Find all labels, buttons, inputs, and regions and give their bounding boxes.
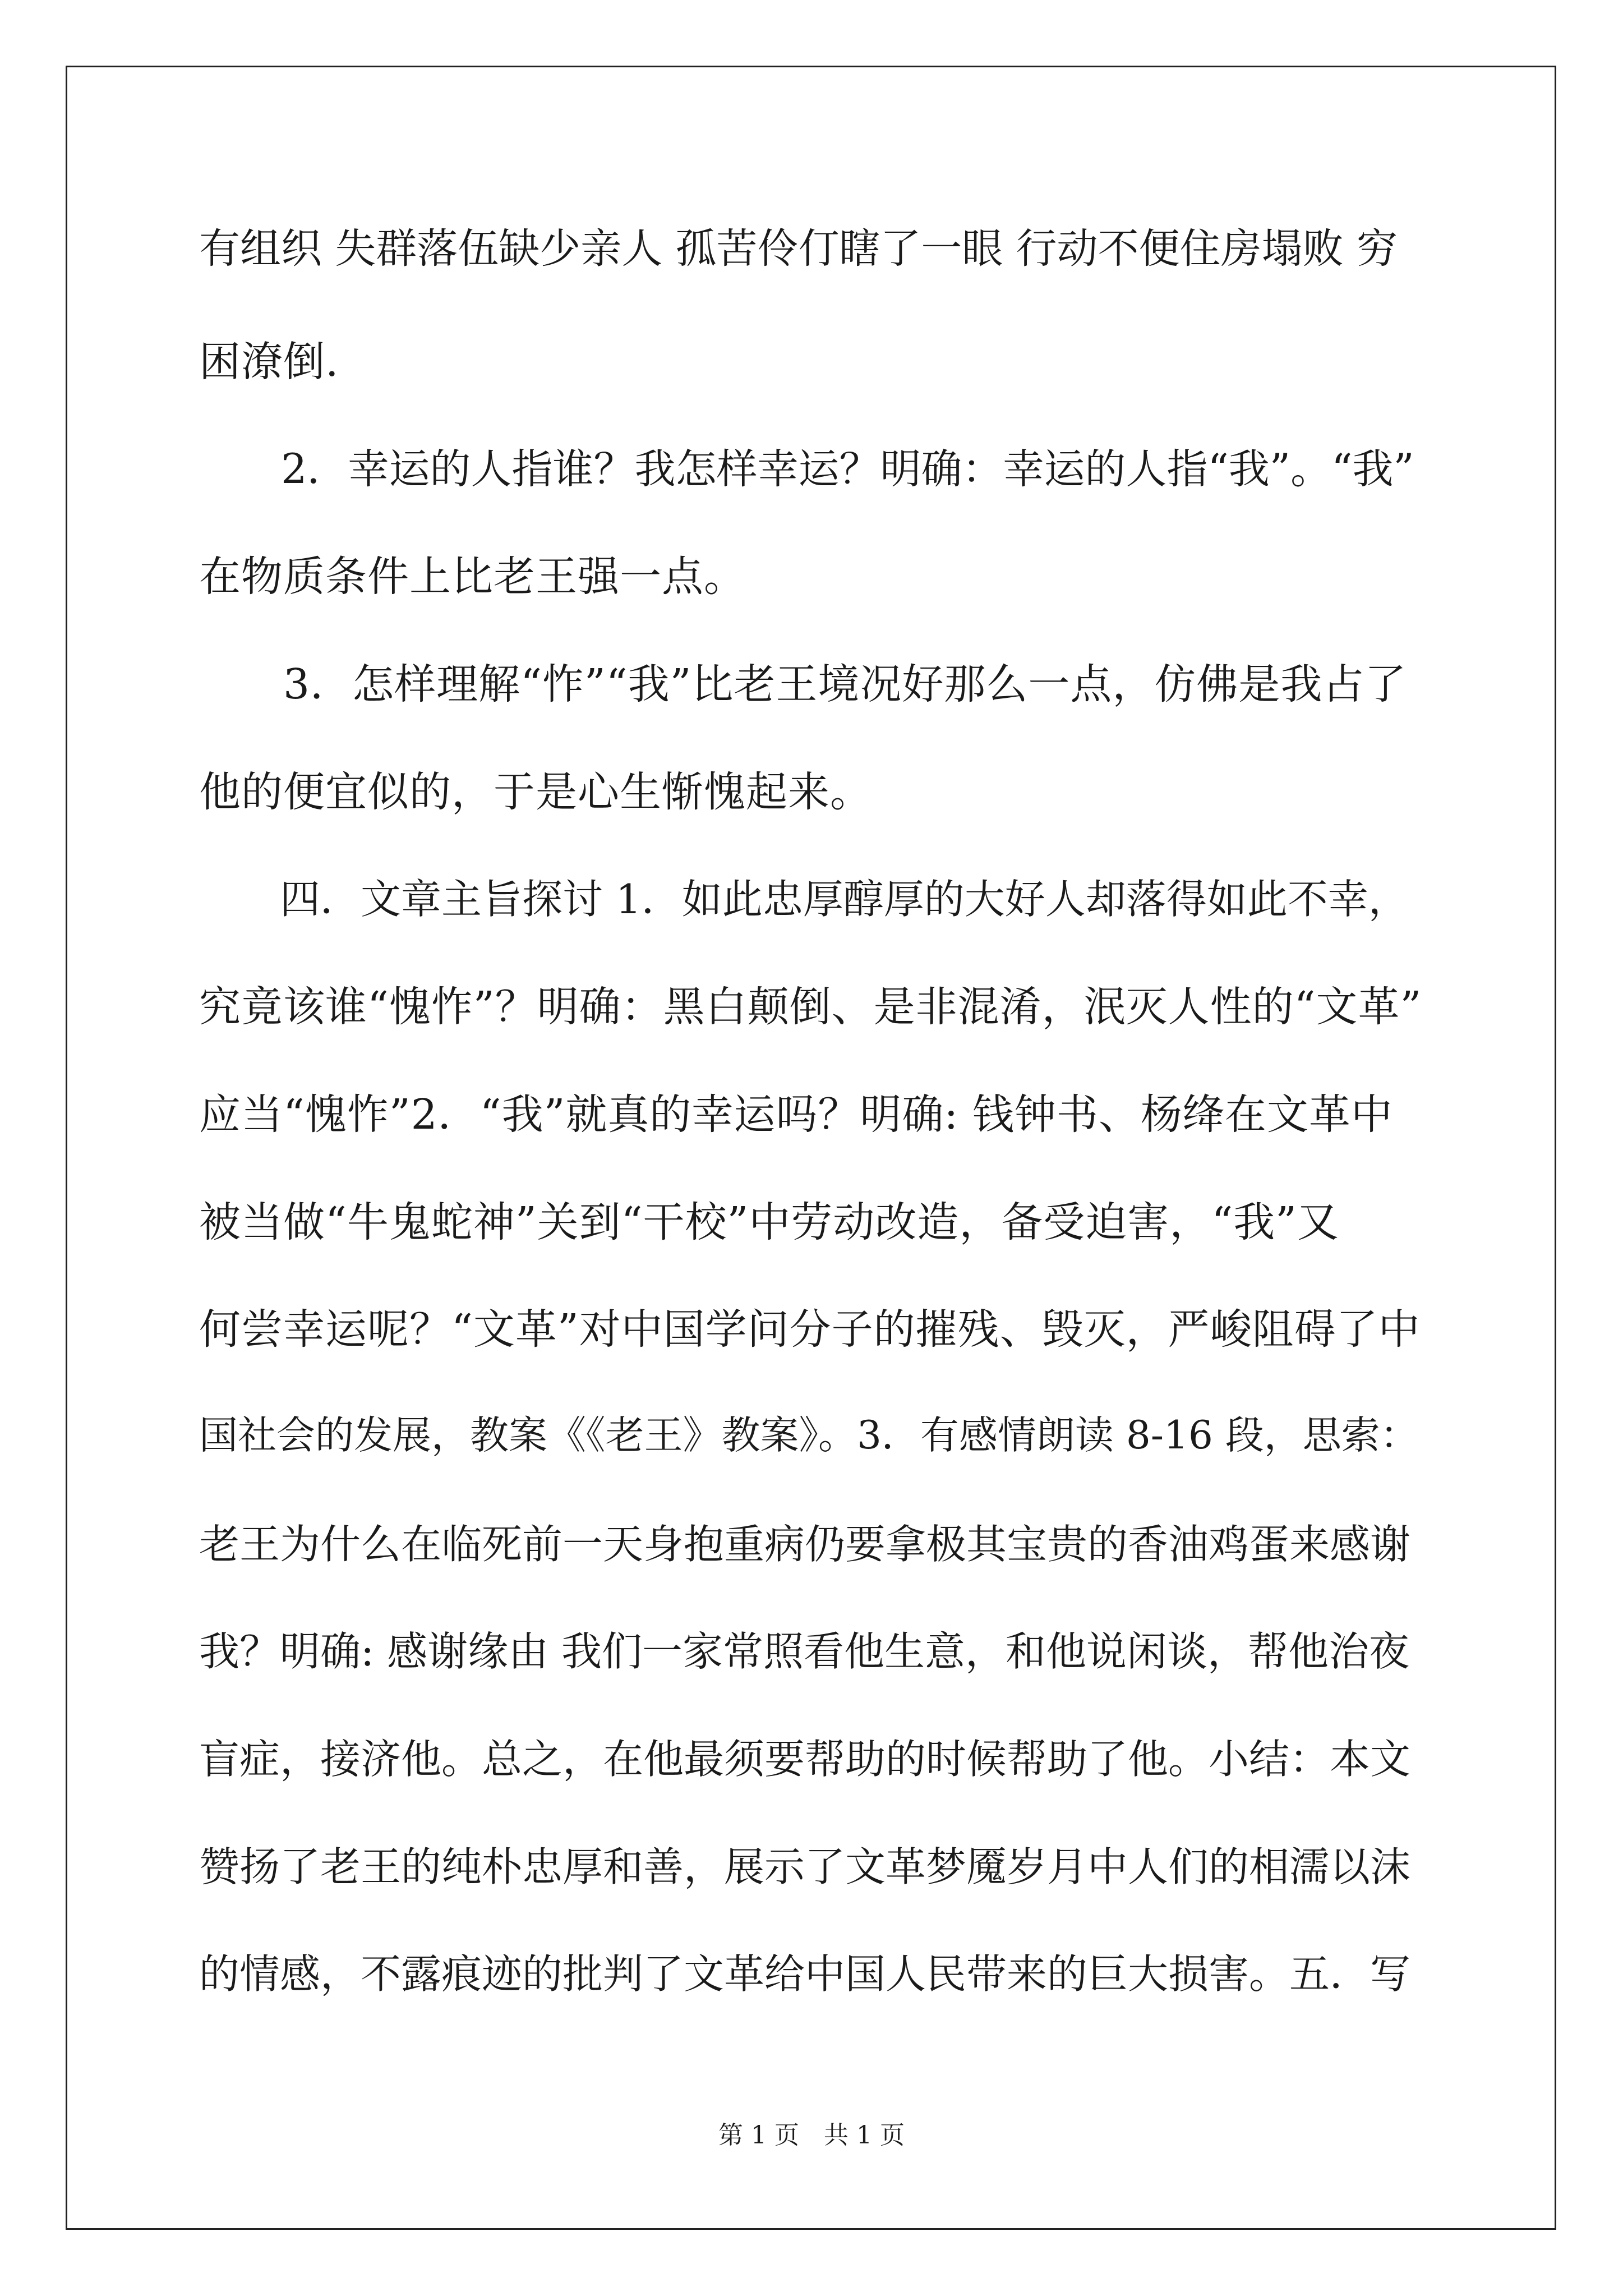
text-line: 赞扬了老王的纯朴忠厚和善，展示了文革梦魇岁月中人们的相濡以沫 — [199, 1843, 1411, 1890]
text-line: 我？明确: 感谢缘由 我们一家常照看他生意，和他说闲谈，帮他治夜 — [199, 1628, 1410, 1675]
page-footer: 第 1 页 共 1 页 — [718, 2121, 905, 2150]
text-line: 四．文章主旨探讨 1．如此忠厚醇厚的大好人却落得如此不幸， — [199, 876, 1409, 923]
text-line: 3．怎样理解“怍”“我”比老王境况好那么一点，仿佛是我占了 — [199, 660, 1407, 708]
text-line: 国社会的发展，教案《《老王》教案》。3．有感情朗读 8-16 段，思索： — [199, 1413, 1419, 1458]
text-line: 何尝幸运呢？“文革”对中国学问分子的摧残、毁灭，严峻阻碍了中 — [199, 1305, 1421, 1354]
text-line: 2．幸运的人指谁？我怎样幸运？明确：幸运的人指“我”。“我” — [199, 445, 1414, 493]
text-line: 老王为什么在临死前一天身抱重病仍要拿极其宝贵的香油鸡蛋来感谢 — [199, 1521, 1411, 1568]
text-line: 究竟该谁“愧怍”？明确：黑白颠倒、是非混淆，泯灭人性的“文革” — [199, 983, 1422, 1031]
text-line: 有组织 失群落伍缺少亲人 孤苦伶仃瞎了一眼 行动不便住房塌败 穷 — [199, 225, 1398, 273]
text-line: 被当做“牛鬼蛇神”关到“干校”中劳动改造，备受迫害，“我”又 — [199, 1198, 1339, 1246]
text-line: 在物质条件上比老王强一点。 — [199, 553, 746, 601]
text-line: 困潦倒. — [199, 338, 339, 386]
text-line: 的情感，不露痕迹的批判了文革给中国人民带来的巨大损害。五．写 — [199, 1950, 1411, 1998]
text-line: 盲症，接济他。总之，在他最须要帮助的时候帮助了他。小结：本文 — [199, 1736, 1411, 1783]
text-line: 他的便宜似的，于是心生惭愧起来。 — [199, 768, 872, 816]
page-border — [66, 66, 1556, 2230]
text-line: 应当“愧怍”2．“我”就真的幸运吗？明确: 钱钟书、杨绛在文革中 — [199, 1091, 1393, 1139]
